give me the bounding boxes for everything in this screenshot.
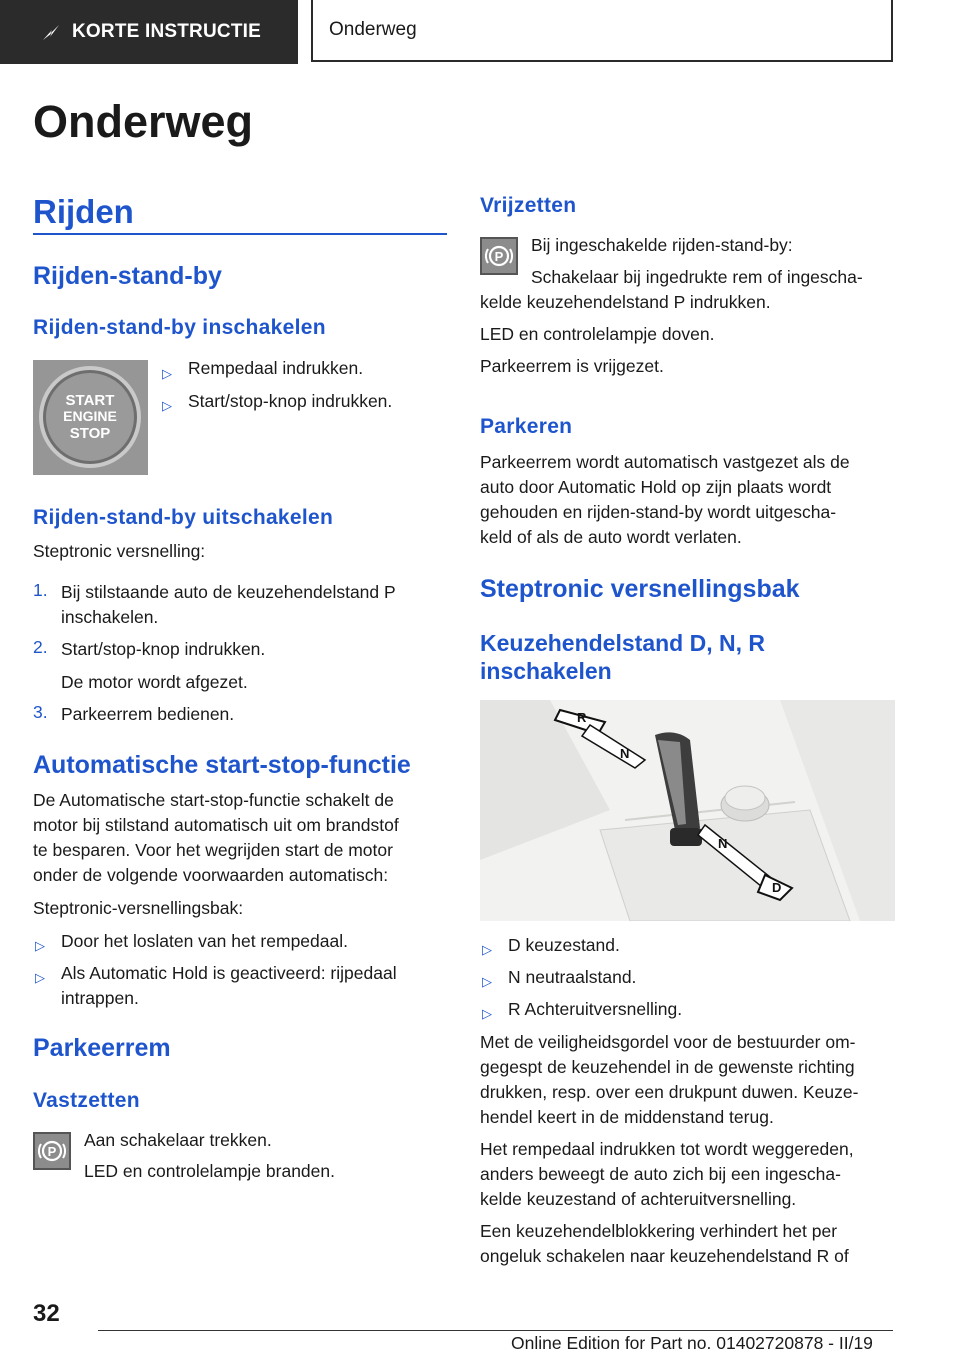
paragraph-line: kelde keuzestand of achteruitversnelling. bbox=[480, 1189, 797, 1209]
paragraph-line: Een keuzehendelblokkering verhindert het per bbox=[480, 1221, 838, 1241]
paragraph-line: keld of als de auto wordt verlaten. bbox=[480, 527, 742, 547]
step-text: inschakelen. bbox=[61, 607, 159, 627]
gear-selector-image bbox=[480, 700, 895, 921]
step-text: Bij stilstaande auto de keuzehendelstand P bbox=[61, 582, 396, 602]
list-item: intrappen. bbox=[61, 988, 139, 1008]
paragraph-line: Het rempedaal indrukken tot wordt weggereden, bbox=[480, 1139, 854, 1159]
heading-auto-start-stop: Automatische start-stop-functie bbox=[33, 751, 411, 779]
section-rule bbox=[33, 233, 447, 235]
paragraph-line: Parkeerrem wordt automatisch vastgezet als de bbox=[480, 452, 850, 472]
gear-label-d: D bbox=[772, 880, 782, 895]
bullet-triangle-icon: ▷ bbox=[162, 398, 172, 413]
list-item: R Achteruitversnelling. bbox=[508, 999, 683, 1019]
paragraph-line: Parkeerrem is vrijgezet. bbox=[480, 356, 664, 376]
gear-label-n-upper: N bbox=[620, 746, 630, 761]
chapter-tab-label: KORTE INSTRUCTIE bbox=[72, 21, 261, 42]
gear-label-r: R bbox=[577, 710, 587, 725]
list-item: Door het loslaten van het rempedaal. bbox=[61, 931, 348, 951]
paragraph-line: Bij ingeschakelde rijden-stand-by: bbox=[531, 235, 793, 255]
heading-rijden: Rijden bbox=[33, 193, 134, 230]
paragraph-line: onder de volgende voorwaarden automatisch: bbox=[33, 865, 389, 885]
list-item: D keuzestand. bbox=[508, 935, 620, 955]
paragraph: Steptronic-versnellingsbak: bbox=[33, 898, 244, 918]
paragraph-line: kelde keuzehendelstand P indrukken. bbox=[480, 292, 771, 312]
parking-brake-icon bbox=[480, 237, 518, 275]
heading-vrijzetten: Vrijzetten bbox=[480, 194, 577, 217]
bullet-triangle-icon: ▷ bbox=[35, 938, 45, 953]
footer-rule bbox=[98, 1330, 893, 1331]
step-text: Start/stop-knop indrukken. bbox=[61, 639, 266, 659]
paragraph-line: Aan schakelaar trekken. bbox=[84, 1130, 272, 1150]
bullet-triangle-icon: ▷ bbox=[162, 366, 172, 381]
step-text: De motor wordt afgezet. bbox=[61, 672, 248, 692]
paragraph-line: auto door Automatic Hold op zijn plaats wordt bbox=[480, 477, 832, 497]
step-number: 1. bbox=[33, 580, 48, 600]
paragraph-line: ongeluk schakelen naar keuzehendelstand R of bbox=[480, 1246, 849, 1266]
paragraph: Steptronic versnelling: bbox=[33, 541, 206, 561]
list-item: Als Automatic Hold is geactiveerd: rijpedaal bbox=[61, 963, 397, 983]
paragraph-line: anders beweegt de auto zich bij een ingescha- bbox=[480, 1164, 841, 1184]
start-label: START bbox=[65, 392, 115, 409]
paragraph-line: LED en controlelampje branden. bbox=[84, 1161, 335, 1181]
heading-uitschakelen: Rijden-stand-by uitschakelen bbox=[33, 506, 334, 529]
paragraph-line: gehouden en rijden-stand-by wordt uitgescha- bbox=[480, 502, 837, 522]
paragraph-line: te besparen. Voor het wegrijden start de motor bbox=[33, 840, 393, 860]
step-number: 2. bbox=[33, 637, 48, 657]
parking-brake-icon bbox=[33, 1132, 71, 1170]
list-item: N neutraalstand. bbox=[508, 967, 637, 987]
page-title: Onderweg bbox=[33, 96, 254, 147]
paragraph-line: hendel keert in de middenstand terug. bbox=[480, 1107, 774, 1127]
section-label: Onderweg bbox=[329, 19, 417, 40]
heading-vastzetten: Vastzetten bbox=[33, 1089, 140, 1112]
list-item: Rempedaal indrukken. bbox=[188, 358, 364, 378]
step-text: Parkeerrem bedienen. bbox=[61, 704, 235, 724]
list-item: Start/stop-knop indrukken. bbox=[188, 391, 393, 411]
bullet-triangle-icon: ▷ bbox=[482, 974, 492, 989]
paragraph-line: De Automatische start-stop-functie schakelt de bbox=[33, 790, 394, 810]
paragraph-line: gegespt de keuzehendel in de gewenste richting bbox=[480, 1057, 855, 1077]
svg-text:P: P bbox=[47, 1144, 57, 1159]
heading-parkeerrem: Parkeerrem bbox=[33, 1034, 171, 1062]
svg-text:P: P bbox=[494, 249, 504, 264]
bullet-triangle-icon: ▷ bbox=[482, 942, 492, 957]
step-number: 3. bbox=[33, 702, 48, 722]
section-header bbox=[311, 0, 893, 62]
chapter-tab[interactable] bbox=[0, 0, 298, 64]
bullet-triangle-icon: ▷ bbox=[482, 1006, 492, 1021]
paragraph-line: Schakelaar bij ingedrukte rem of ingescha- bbox=[531, 267, 863, 287]
heading-keuzehendel-line2: inschakelen bbox=[480, 658, 612, 684]
footer-edition: Online Edition for Part no. 01402720878 - II/19 bbox=[511, 1333, 873, 1353]
lightning-icon bbox=[40, 21, 62, 43]
paragraph-line: Met de veiligheidsgordel voor de bestuurder om- bbox=[480, 1032, 856, 1052]
start-stop-button-image bbox=[33, 360, 148, 475]
heading-rijden-stand-by: Rijden-stand-by bbox=[33, 262, 222, 290]
stop-label: STOP bbox=[69, 425, 111, 442]
heading-keuzehendel: Keuzehendelstand D, N, R bbox=[480, 630, 765, 656]
paragraph-line: motor bij stilstand automatisch uit om brandstof bbox=[33, 815, 399, 835]
bullet-triangle-icon: ▷ bbox=[35, 970, 45, 985]
heading-steptronic: Steptronic versnellingsbak bbox=[480, 575, 800, 603]
heading-inschakelen: Rijden-stand-by inschakelen bbox=[33, 316, 326, 339]
engine-label: ENGINE bbox=[63, 408, 117, 424]
paragraph-line: LED en controlelampje doven. bbox=[480, 324, 715, 344]
page-number: 32 bbox=[33, 1300, 60, 1327]
gear-label-n-lower: N bbox=[718, 836, 728, 851]
heading-parkeren: Parkeren bbox=[480, 415, 573, 438]
paragraph-line: drukken, resp. over een drukpunt duwen. Keuze- bbox=[480, 1082, 859, 1102]
